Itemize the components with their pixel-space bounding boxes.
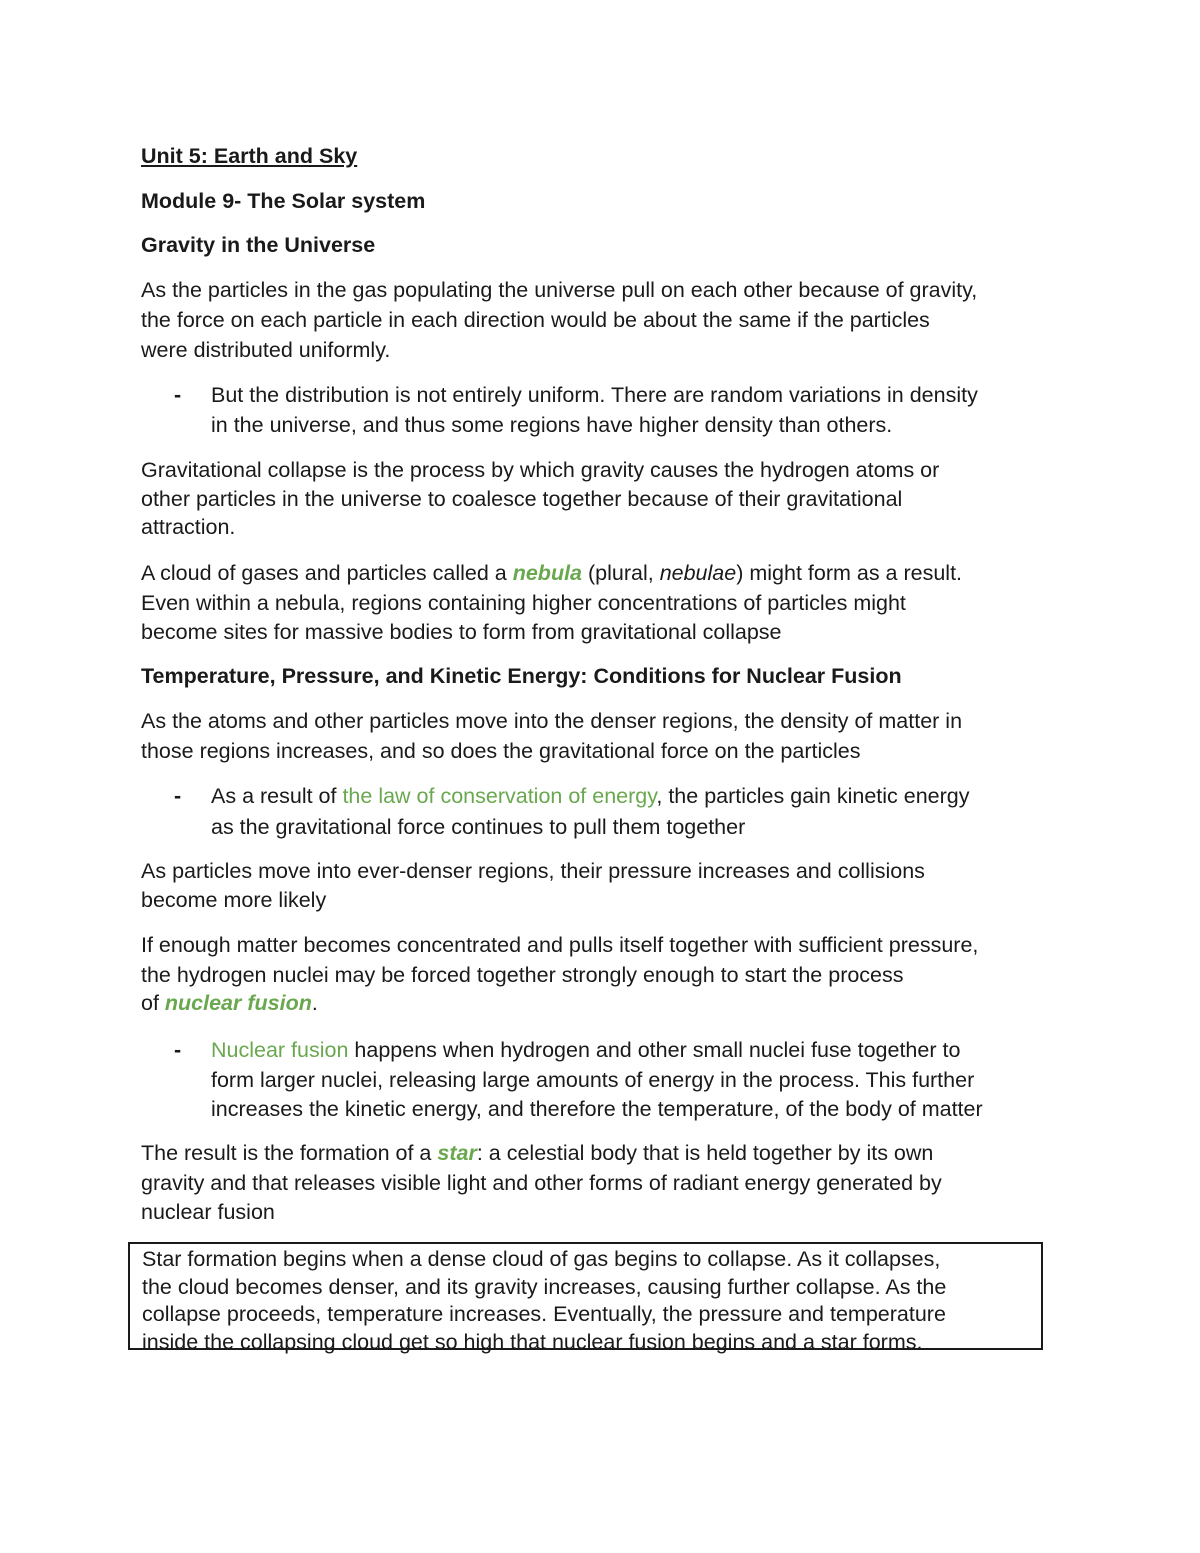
section-heading-gravity: Gravity in the Universe [141,233,376,257]
module-title: Module 9- The Solar system [141,189,426,213]
text-run: The result is the formation of a [141,1141,438,1165]
paragraph-line: were distributed uniformly. [141,338,391,362]
list-item-line: increases the kinetic energy, and therefore the temperature, of the body of matter [211,1097,983,1121]
summary-line: collapse proceeds, temperature increases. Eventually, the pressure and temperature [142,1302,946,1326]
term-nuclear-fusion-inline: Nuclear fusion [211,1038,349,1062]
summary-line: Star formation begins when a dense cloud of gas begins to collapse. As it collapses, [142,1247,941,1271]
paragraph-line: gravity and that releases visible light and other forms of radiant energy generated by [141,1171,942,1195]
paragraph-line [141,558,962,588]
summary-box [128,1242,1043,1354]
list-item-line: But the distribution is not entirely uniform. There are random variations in density [211,383,978,407]
term-conservation-of-energy: the law of conservation of energy [342,784,657,808]
text-run: of [141,991,165,1015]
term-nebulae: nebulae [659,561,737,585]
paragraph-line: Gravitational collapse is the process by which gravity causes the hydrogen atoms or [141,458,940,482]
text-run: (plural, [582,561,660,585]
bullet-dash: - [174,784,182,808]
paragraph-line: As the particles in the gas populating the universe pull on each other because of gravity, [141,278,978,302]
bullet-dash: - [174,1038,182,1062]
term-nebula: nebula [512,561,583,585]
paragraph-line: those regions increases, and so does the gravitational force on the particles [141,739,861,763]
list-item-line: form larger nuclei, releasing large amounts of energy in the process. This further [211,1068,975,1092]
paragraph-line: If enough matter becomes concentrated and pulls itself together with sufficient pressure, [141,933,979,957]
paragraph-line: attraction. [141,515,236,539]
text-run: ) might form as a result. [736,561,963,585]
paragraph-line: become more likely [141,888,327,912]
paragraph-line: nuclear fusion [141,1200,275,1224]
summary-line: the cloud becomes denser, and its gravity increases, causing further collapse. As the [142,1274,947,1299]
paragraph-line: As the atoms and other particles move into the denser regions, the density of matter in [141,709,963,733]
paragraph-line: As particles move into ever-denser regions, their pressure increases and collisions [141,859,925,883]
list-item-line [211,1035,960,1065]
list-item-line: in the universe, and thus some regions have higher density than others. [211,413,893,437]
term-nuclear-fusion: nuclear fusion [164,991,312,1015]
paragraph-line: other particles in the universe to coalesce together because of their gravitational [141,487,903,511]
paragraph-line: the force on each particle in each direction would be about the same if the particles [141,308,930,332]
list-item-line: as the gravitational force continues to pull them together [211,815,746,839]
section-heading-fusion-conditions: Temperature, Pressure, and Kinetic Energy: Conditions for Nuclear Fusion [141,664,902,688]
text-run: A cloud of gases and particles called a [141,561,513,585]
text-run: , the particles gain kinetic energy [656,784,970,808]
paragraph-line: the hydrogen nuclei may be forced together strongly enough to start the process [141,963,904,987]
list-item-line [211,781,970,811]
paragraph-line [141,988,318,1018]
term-star: star [437,1141,477,1165]
summary-box-text [142,1246,946,1356]
bullet-dash: - [174,383,182,407]
unit-title: Unit 5: Earth and Sky [141,144,358,168]
text-run: : a celestial body that is held together by its own [476,1141,934,1165]
summary-line: inside the collapsing cloud get so high that nuclear fusion begins and a star forms. [142,1329,923,1354]
text-run: As a result of [211,784,343,808]
paragraph-line [141,1138,933,1168]
paragraph-line: Even within a nebula, regions containing higher concentrations of particles might [141,591,906,615]
text-run: happens when hydrogen and other small nuclei fuse together to [348,1038,961,1062]
paragraph-line: become sites for massive bodies to form from gravitational collapse [141,620,782,644]
text-run: . [311,991,318,1015]
